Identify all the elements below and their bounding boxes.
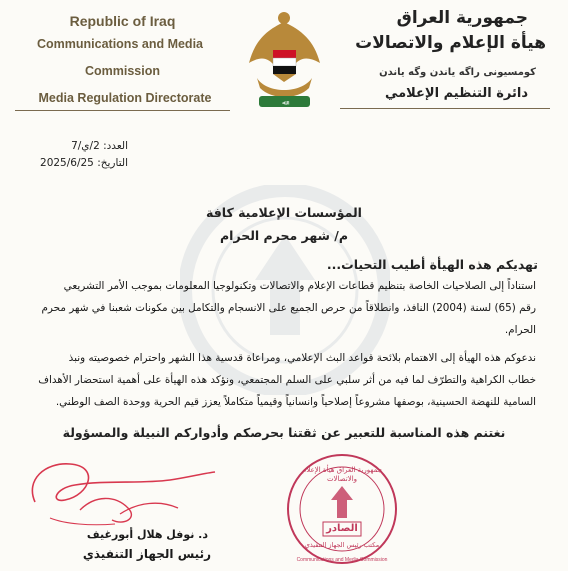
paragraph-2-line-1: ندعوكم هذه الهيأة إلى الاهتمام بلائحة قواعد البث الإعلامي، ومراعاة قدسية هذا الشهر واحترام خصوصيته ونبذ xyxy=(68,352,536,364)
letterhead-en-line-1: Republic of Iraq xyxy=(69,13,176,29)
closing-line: نغتنم هذه المناسبة للتعبير عن ثقتنا بحرصكم وأدواركم النبيلة والمسؤولة xyxy=(62,425,506,440)
reference-date: التاريخ: 2025/6/25 xyxy=(40,157,128,169)
reference-number: العدد: 2/ي/7 xyxy=(71,140,128,152)
paragraph-2-line-2: خطاب الكراهية والتطرّف لما فيه من أثر سلبي على السلم المجتمعي، ونؤكد هذه الهيأة على أهمية استحضار الأهداف xyxy=(38,374,536,386)
letterhead-ar-line-3: كومسيونى راگه ياندن وگه ياندن xyxy=(379,67,536,78)
letterhead-en-underline xyxy=(15,110,230,111)
stamp-outer-text: جمهورية العراق هيأة الإعلام والاتصالات xyxy=(302,466,382,483)
letterhead-ar-line-1: جمهورية العراق xyxy=(396,8,528,28)
paragraph-2-line-3: السامية للنهضة الحسينية، بوصفها مشروعاً إصلاحياً وانسانياً وقيمياً متكاملاً يعزز قيم الحرية ووحدة الصف الوطني. xyxy=(55,396,536,408)
paragraph-1-line-3: الحرام. xyxy=(504,324,536,336)
svg-text:ﷲ: ﷲ xyxy=(282,99,286,107)
stamp-bottom-text: مكتب رئيس الجهاز التنفيذي xyxy=(304,541,380,549)
handwritten-signature xyxy=(20,440,220,540)
signatory-name: د. نوفل هلال أبورغيف xyxy=(86,528,208,541)
letterhead-ar-line-4: دائرة التنظيم الإعلامي xyxy=(384,86,528,101)
paragraph-1-line-1: استناداً إلى الصلاحيات الخاصة بتنظيم قطاعات الإعلام والاتصالات وتكنولوجيا المعلومات بموجب الأمر التشريعي xyxy=(63,280,536,292)
iraq-eagle-emblem xyxy=(247,8,322,113)
letterhead-en-line-3: Commission xyxy=(84,64,160,78)
letterhead-ar-line-2: هيأة الإعلام والاتصالات xyxy=(355,33,546,53)
letterhead-en-line-2: Communications and Media xyxy=(37,37,203,51)
paragraph-1-line-2: رقم (65) لسنة (2004) النافذ، وانطلاقاً من حرص الجميع على الانسجام والتكامل بين مكونات شعبنا في شهر محرم xyxy=(41,302,536,314)
letterhead-en-line-4: Media Regulation Directorate xyxy=(38,91,212,105)
stamp-ring-en: Communications and Media Commission xyxy=(296,557,388,563)
stamp-center-text: الصادر xyxy=(326,523,358,534)
greeting: تهديكم هذه الهيأة أطيب التحيات... xyxy=(326,257,538,272)
addressee-to: المؤسسات الإعلامية كافة xyxy=(206,205,362,220)
signatory-title: رئيس الجهاز التنفيذي xyxy=(82,547,211,561)
letterhead-ar-underline xyxy=(340,108,550,109)
addressee-subject: م/ شهر محرم الحرام xyxy=(220,228,348,243)
